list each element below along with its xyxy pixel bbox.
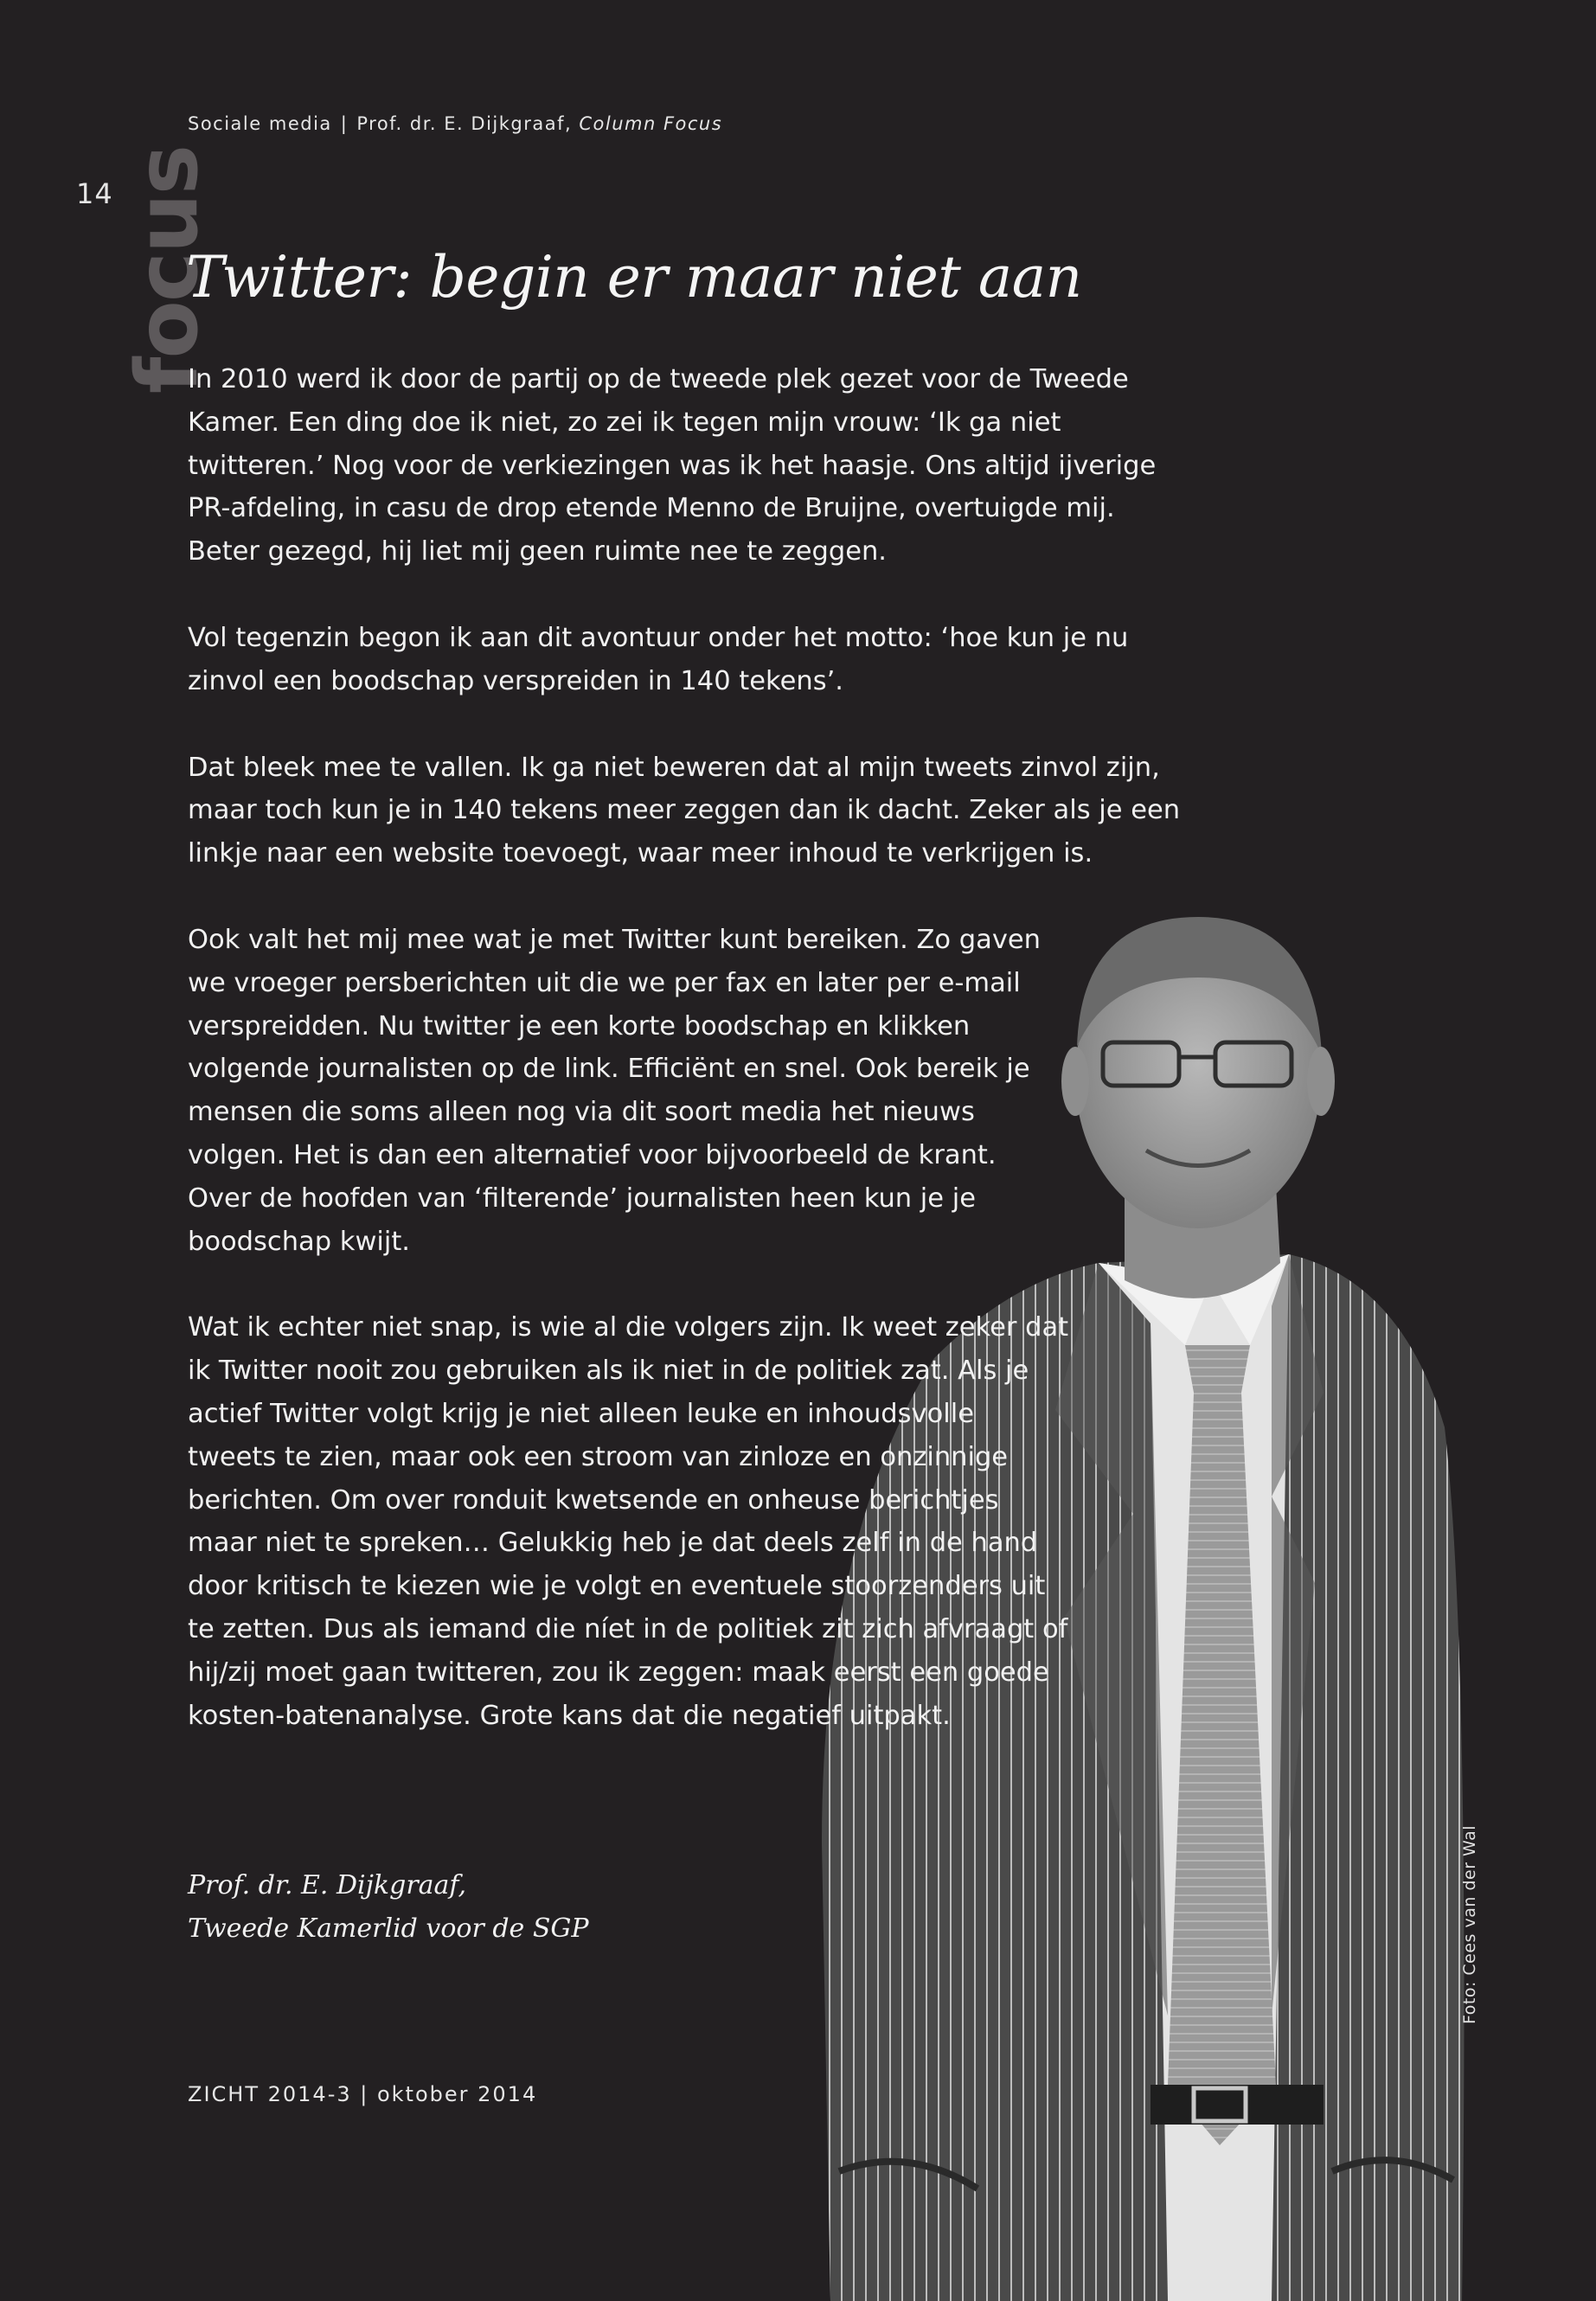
signature-name: Prof. dr. E. Dijkgraaf,: [188, 1870, 467, 1900]
paragraph-4: Ook valt het mij mee wat je met Twitter kunt bereiken. Zo gaven we vroeger persberichten uit die we per fax en later per e-mail verspreidden. Nu twitter je een korte boodschap en klikken volgende journalisten op de link. Efficiënt en snel. Ook bereik je mensen die soms alleen nog via dit soort media het nieuws volgen. Het is dan een alternatief voor bijvoorbeeld de krant. Over de hoofden van ‘filterende’ journalisten heen kun je je boodschap kwijt.: [188, 924, 1041, 1257]
issue-footer: ZICHT 2014-3 | oktober 2014: [188, 2082, 538, 2106]
photo-credit: Foto: Cees van der Wal: [1460, 1824, 1479, 2024]
header-column: Column Focus: [579, 113, 723, 134]
belt: [1151, 2085, 1324, 2125]
author-signature: [188, 1864, 589, 1951]
paragraph-3: Dat bleek mee te vallen. Ik ga niet beweren dat al mijn tweets zinvol zijn, maar toch kun je in 140 tekens meer zeggen dan ik dacht. Zeker als je een linkje naar een website toevoegt, waar meer inhoud te verkrijgen is.: [188, 752, 1181, 869]
running-header: [188, 113, 722, 134]
header-section: Sociale media: [188, 113, 332, 134]
article-title: Twitter: begin er maar niet aan: [186, 244, 1082, 311]
header-separator: |: [340, 113, 349, 134]
page-number: 14: [76, 177, 113, 210]
header-author: Prof. dr. E. Dijkgraaf,: [356, 113, 573, 134]
paragraph-1: In 2010 werd ik door de partij op de tweede plek gezet voor de Tweede Kamer. Een ding doe ik niet, zo zei ik tegen mijn vrouw: ‘Ik ga niet twitteren.’ Nog voor de verkiezingen was ik het haasje. Ons altijd ijverige PR-afdeling, in casu de drop etende Menno de Bruijne, overtuigde mij. Beter gezegd, hij liet mij geen ruimte nee te zeggen.: [188, 364, 1157, 567]
paragraph-2: Vol tegenzin begon ik aan dit avontuur onder het motto: ‘hoe kun je nu zinvol een boodschap verspreiden in 140 tekens’.: [188, 622, 1129, 696]
paragraph-5: Wat ik echter niet snap, is wie al die volgers zijn. Ik weet zeker dat ik Twitter nooit zou gebruiken als ik niet in de politiek zat. Als je actief Twitter volgt krijg je niet alleen leuke en inhoudsvolle tweets te zien, maar ook een stroom van zinloze en onzinnige berichten. Om over ronduit kwetsende en onheuse berichtjes maar niet te spreken… Gelukkig heb je dat deels zelf in de hand door kritisch te kiezen wie je volgt en eventuele stoorzenders uit te zetten. Dus als iemand die níet in de politiek zit zich afvraagt of hij/zij moet gaan twitteren, zou ik zeggen: maak eerst een goede kosten-batenanalyse. Grote kans dat die negatief uitpakt.: [188, 1312, 1069, 1731]
section-label: focus: [119, 145, 217, 394]
signature-role: Tweede Kamerlid voor de SGP: [188, 1913, 589, 1944]
article-body: [188, 358, 1183, 1780]
